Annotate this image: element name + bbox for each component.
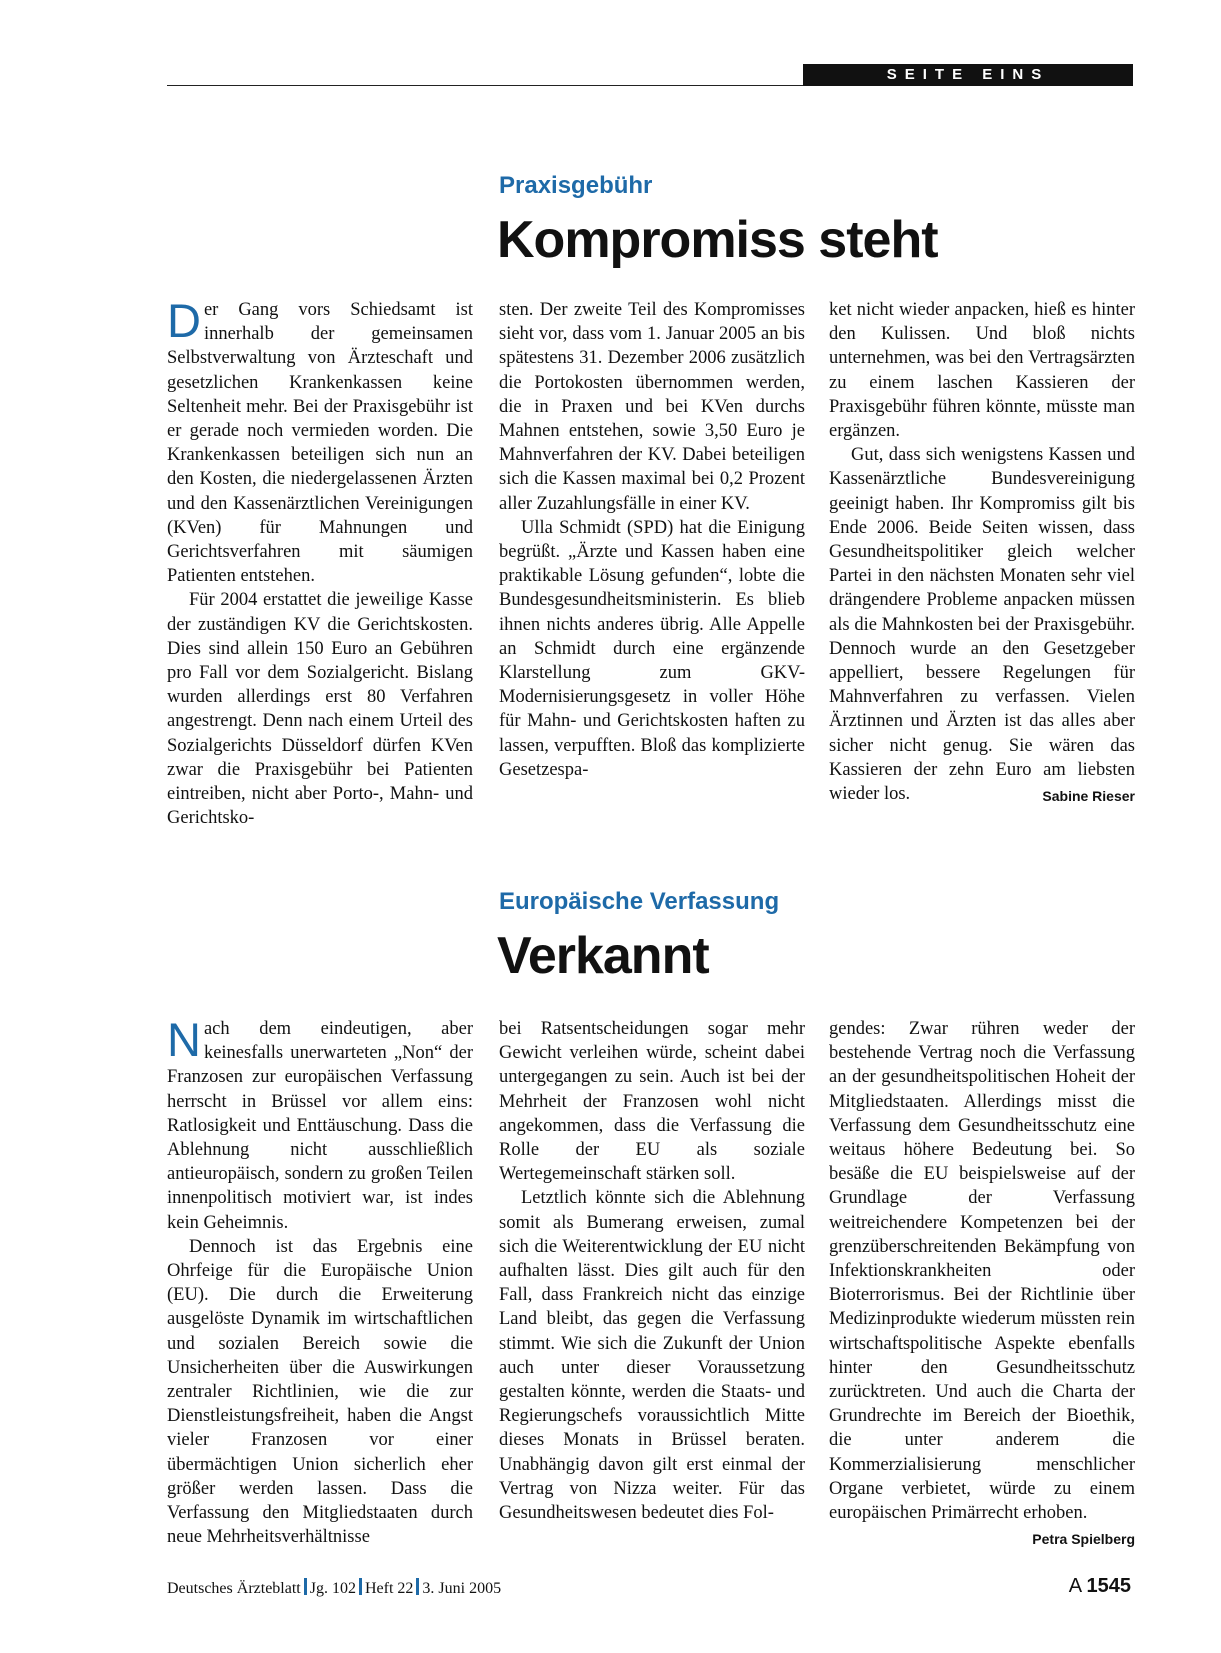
article2-col3-para1: gendes: Zwar rühren weder der bestehende Vertrag noch die Verfassung an der gesundheitspolitischen Hoheit der Mitgliedstaaten. Allerdings misst die Verfassung dem Gesundheitsschutz eine weitaus höhere Bedeutung bei. So besäße die EU beispielsweise auf der Grundlage der Verfassung weitreichendere Kompetenzen bei der grenzüberschreitenden Bekämpfung von Infektionskrankheiten oder Bioterrorismus. Bei der Richtlinie über Medizinprodukte wiederum müssten rein wirtschaftspolitische Aspekte ebenfalls hinter den Gesundheitsschutz zurücktreten. Und auch die Charta der Grundrechte im Bereich der Bioethik, die unter anderem die Kommerzialisierung menschlicher Organe verbietet, würde zu einem europäischen Primärrecht erhoben. Petra Spielberg: [829, 1017, 1135, 1525]
page-footer: [167, 1575, 1131, 1598]
article2-column-2: [499, 1017, 805, 1525]
footer-date: 3. Juni 2005: [422, 1580, 502, 1597]
article1-column-2: [499, 298, 805, 782]
article1-dropcap: D: [167, 294, 201, 347]
article1-author: Sabine Rieser: [1042, 788, 1135, 805]
article1-col3-para2: Gut, dass sich wenigstens Kassen und Kassenärztliche Bundesvereinigung geeinigt haben. Ihr Kompromiss gilt bis Ende 2006. Beide Seiten wissen, dass Gesundheitspolitiker gleich welcher Partei in den nächsten Monaten sehr viel drängendere Probleme anpacken müssen als die Mahnkosten bei der Praxisgebühr. Dennoch wurde an den Gesetzgeber appelliert, bessere Regelungen für Mahnverfahren zu verfassen. Vielen Ärztinnen und Ärzten ist das alles aber sicher nicht genug. Sie wären das Kassieren der zehn Euro am liebsten wieder los. Sabine Rieser: [829, 443, 1135, 806]
article2-col1-para1: Nach dem eindeutigen, aber keinesfalls unerwarteten „Non“ der Franzosen zur europäischen Verfassung herrscht in Brüssel vor allem eins: Ratlosigkeit und Enttäuschung. Dass die Ablehnung nicht ausschließlich antieuropäisch, sondern zu großen Teilen innenpolitisch motiviert war, ist indes kein Geheimnis.: [167, 1013, 473, 1233]
footer-issue: Heft 22: [364, 1580, 414, 1597]
article1-col2-para1: sten. Der zweite Teil des Kompromisses sieht vor, dass vom 1. Januar 2005 an bis spätestens 31. Dezember 2006 zusätzlich die Portokosten übernommen werden, die in Praxen und bei KVen durchs Mahnen entstehen, sowie 3,50 Euro je Mahnverfahren der KV. Dabei beteiligen sich die Kassen maximal bei 0,2 Prozent aller Zuzahlungsfälle in einer KV.: [499, 300, 805, 514]
article2-col2-para2: Letztlich könnte sich die Ablehnung somit als Bumerang erweisen, zumal sich die Weiterentwicklung der EU nicht aufhalten lässt. Dies gilt auch für den Fall, dass Frankreich nicht das einzige Land bleibt, das gegen die Verfassung stimmt. Wie sich die Zukunft der Union auch unter dieser Voraussetzung gestalten könnte, werden die Staats- und Regierungschefs voraussichtlich Mitte dieses Monats in Brüssel beraten. Unabhängig davon gilt erst einmal der Vertrag von Nizza weiter. Für das Gesundheitswesen bedeutet dies Fol-: [499, 1188, 805, 1524]
footer-separator: [359, 1578, 362, 1595]
article2-column-1: [167, 1013, 473, 1549]
footer-separator: [304, 1578, 307, 1595]
footer-volume: Jg. 102: [309, 1580, 356, 1597]
article1-col3-para1: ket nicht wieder anpacken, hieß es hinter den Kulissen. Und bloß nichts unternehmen, was bei den Vertragsärzten zu einem laschen Kassieren der Praxisgebühr führen könnte, müsste man ergänzen.: [829, 300, 1135, 442]
article1-col1-para2: Für 2004 erstattet die jeweilige Kasse der zuständigen KV die Gerichtskosten. Dies sind allein 150 Euro an Gebühren pro Fall vor dem Sozialgericht. Bislang wurden allerdings erst 80 Verfahren angestrengt. Denn nach einem Urteil des Sozialgerichts Düsseldorf dürfen KVen zwar die Praxisgebühr bei Patienten eintreiben, nicht aber Porto-, Mahn- und Gerichtsko-: [167, 590, 473, 829]
footer-separator: [416, 1578, 419, 1595]
page-number: A 1545: [1068, 1575, 1131, 1597]
article2-kicker: Europäische Verfassung: [499, 888, 780, 915]
article1-kicker: Praxisgebühr: [499, 172, 653, 199]
article1-title: Kompromiss steht: [497, 211, 938, 269]
article1-col2-para2: Ulla Schmidt (SPD) hat die Einigung begrüßt. „Ärzte und Kassen haben eine praktikable Lösung gefunden“, lobte die Bundesgesundheitsministerin. Es blieb ihnen nichts anderes übrig. Alle Appelle an Schmidt durch eine ergänzende Klarstellung zum GKV-Modernisierungsgesetz in voller Höhe für Mahn- und Gerichtskosten haften zu lassen, verpufften. Bloß das komplizierte Gesetzespa-: [499, 517, 805, 780]
article2-col1-para2: Dennoch ist das Ergebnis eine Ohrfeige für die Europäische Union (EU). Die durch die Erweiterung ausgelöste Dynamik im wirtschaftlichen und sozialen Bereich sowie die Unsicherheiten über die Auswirkungen zentraler Richtlinien, wie die zur Dienstleistungsfreiheit, haben die Angst vieler Franzosen vor einer übermächtigen Union sicherlich eher größer werden lassen. Dass die Verfassung den Mitgliedstaaten durch neue Mehrheitsverhältnisse: [167, 1236, 473, 1548]
section-tag: SEITE EINS: [803, 64, 1133, 86]
article2-title: Verkannt: [497, 927, 709, 985]
article1-col1-para1: Der Gang vors Schiedsamt ist innerhalb der gemeinsamen Selbstverwaltung von Ärzteschaft und gesetzlichen Krankenkassen keine Seltenheit mehr. Bei der Praxisgebühr ist er gerade noch vermieden worden. Die Krankenkassen beteiligen sich nun an den Kosten, die niedergelassenen Ärzten und den Kassenärztlichen Vereinigungen (KVen) für Mahnungen und Gerichtsverfahren mit säumigen Patienten entstehen.: [167, 294, 473, 587]
article2-author: Petra Spielberg: [1032, 1531, 1135, 1548]
article2-column-3: [829, 1017, 1135, 1551]
article1-column-3: [829, 298, 1135, 808]
article2-col2-para1: bei Ratsentscheidungen sogar mehr Gewicht verleihen würde, scheint dabei untergegangen zu sein. Auch ist bei der Mehrheit der Franzosen wohl nicht angekommen, dass die Verfassung die Rolle der EU als soziale Wertegemeinschaft stärken soll.: [499, 1019, 805, 1185]
footer-journal: Deutsches Ärzteblatt: [167, 1580, 301, 1597]
article1-column-1: [167, 294, 473, 830]
article2-dropcap: N: [167, 1013, 201, 1066]
